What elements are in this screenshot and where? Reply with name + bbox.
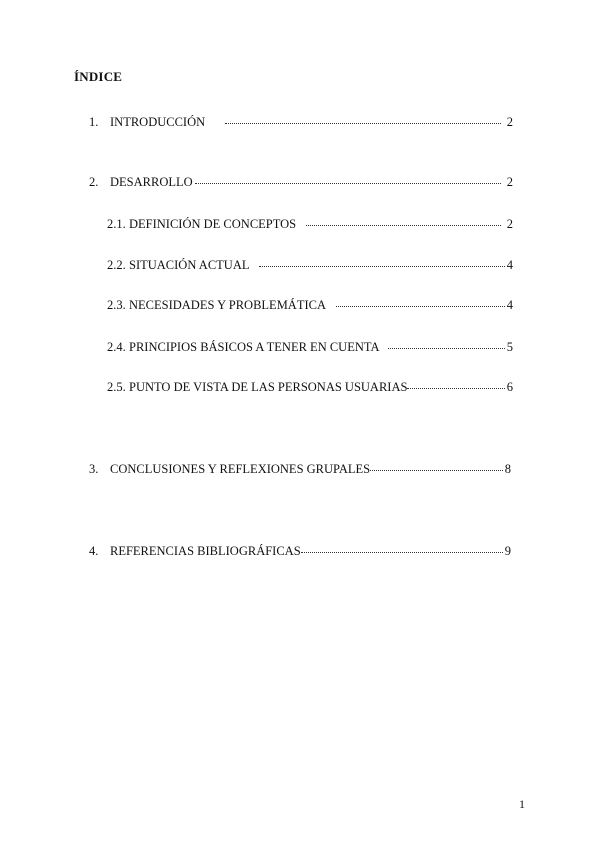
toc-entry-introduccion[interactable]: [89, 114, 513, 130]
toc-entry-page: 2: [506, 115, 513, 129]
toc-entry-page: 4: [506, 258, 513, 272]
toc-dot-leader: [306, 224, 501, 226]
page-number: 1: [519, 797, 525, 811]
toc-entry-label: SITUACIÓN ACTUAL: [129, 258, 250, 272]
toc-entry-desarrollo[interactable]: [89, 174, 513, 190]
toc-entry-principios-basicos[interactable]: [107, 339, 513, 355]
toc-entry-situacion-actual[interactable]: [107, 257, 513, 273]
toc-entry-number: 2.: [89, 175, 99, 189]
toc-entry-referencias[interactable]: [89, 543, 511, 559]
toc-dot-leader: [195, 182, 501, 184]
toc-entry-definicion-conceptos[interactable]: [107, 216, 513, 232]
toc-dot-leader: [388, 347, 505, 349]
toc-entry-label: NECESIDADES Y PROBLEMÁTICA: [129, 298, 326, 312]
toc-entry-conclusiones[interactable]: [89, 461, 511, 477]
toc-entry-number: 2.2.: [107, 258, 126, 272]
toc-entry-page: 4: [506, 298, 513, 312]
toc-entry-necesidades-problematica[interactable]: [107, 297, 513, 313]
toc-dot-leader: [301, 551, 503, 553]
toc-entry-label: REFERENCIAS BIBLIOGRÁFICAS: [110, 544, 301, 558]
toc-entry-number: 2.4.: [107, 340, 126, 354]
toc-entry-label: INTRODUCCIÓN: [110, 115, 206, 129]
toc-entry-punto-de-vista[interactable]: [107, 379, 513, 395]
toc-entry-page: 9: [504, 544, 511, 558]
toc-dot-leader: [407, 387, 504, 389]
toc-entry-number: 1.: [89, 115, 99, 129]
toc-dot-leader: [336, 305, 505, 307]
toc-entry-label: PUNTO DE VISTA DE LAS PERSONAS USUARIAS: [129, 380, 408, 394]
toc-entry-page: 8: [504, 462, 511, 476]
toc-dot-leader: [259, 265, 504, 267]
toc-entry-number: 2.5.: [107, 380, 126, 394]
toc-entry-page: 6: [506, 380, 513, 394]
toc-entry-page: 2: [506, 217, 513, 231]
toc-entry-label: DEFINICIÓN DE CONCEPTOS: [129, 217, 297, 231]
page-title: ÍNDICE: [74, 69, 123, 84]
toc-entry-number: 2.1.: [107, 217, 126, 231]
toc-entry-number: 3.: [89, 462, 99, 476]
toc-entry-page: 5: [506, 340, 513, 354]
toc-dot-leader: [370, 469, 503, 471]
toc-dot-leader: [225, 122, 501, 124]
toc-entry-label: PRINCIPIOS BÁSICOS A TENER EN CUENTA: [129, 340, 380, 354]
toc-entry-label: DESARROLLO: [110, 175, 193, 189]
toc-entry-number: 2.3.: [107, 298, 126, 312]
toc-entry-number: 4.: [89, 544, 99, 558]
toc-entry-label: CONCLUSIONES Y REFLEXIONES GRUPALES: [110, 462, 371, 476]
toc-entry-page: 2: [506, 175, 513, 189]
